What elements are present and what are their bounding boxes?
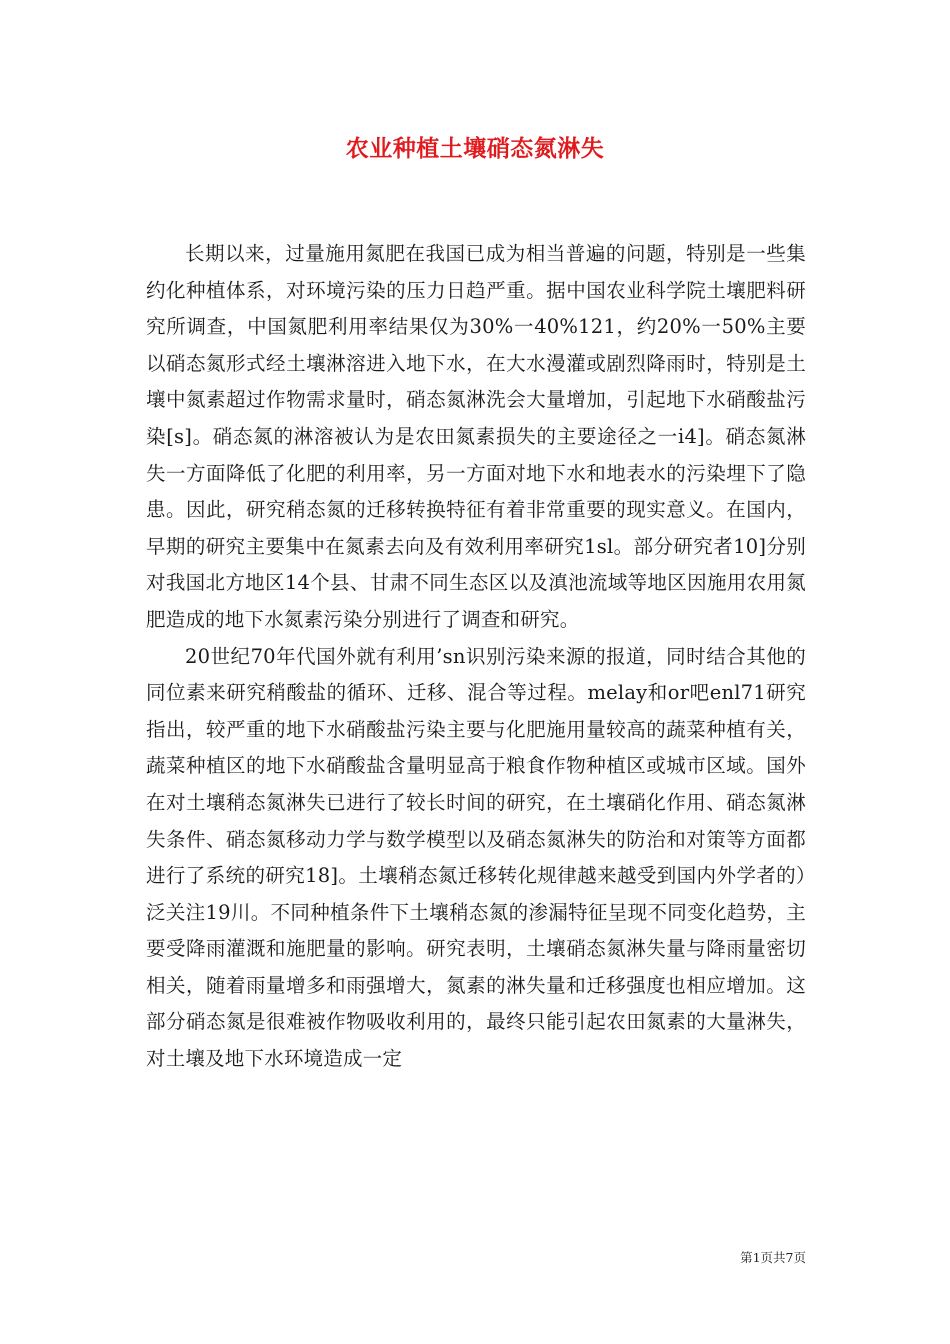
paragraph: 长期以来，过量施用氮肥在我国已成为相当普遍的问题，特别是一些集约化种植体系，对环境污染的压力日趋严重。据中国农业科学院土壤肥料研究所调查，中国氮肥利用率结果仅为30%一40%121，约20%一50%主要以硝态氮形式经土壤淋溶进入地下水，在大水漫灌或剧烈降雨时，特别是土壤中氮素超过作物需求量时，硝态氮淋洗会大量增加，引起地下水硝酸盐污染[s]。硝态氮的淋溶被认为是农田氮素损失的主要途径之一i4]。硝态氮淋失一方面降低了化肥的利用率，另一方面对地下水和地表水的污染埋下了隐患。因此，研究稍态氮的迁移转换特征有着非常重要的现实意义。在国内，早期的研究主要集中在氮素去向及有效利用率研究1sl。部分研究者10]分别对我国北方地区14个县、甘肃不同生态区以及滇池流域等地区因施用农用氮肥造成的地下水氮素污染分别进行了调查和研究。 <box>146 242 806 631</box>
paragraph: 20世纪70年代国外就有利用’sn识别污染来源的报道，同时结合其他的同位素来研究稍酸盐的循环、迁移、混合等过程。melay和or吧enl71研究指出，较严重的地下水硝酸盐污染主要与化肥施用量较高的蔬菜种植有关，蔬菜种植区的地下水硝酸盐含量明显高于粮食作物种植区或城市区域。国外在对土壤稍态氮淋失已进行了较长时间的研究，在土壤硝化作用、硝态氮淋失条件、硝态氮移动力学与数学模型以及硝态氮淋失的防治和对策等方面都进行了系统的研究18]。土壤稍态氮迁移转化规律越来越受到国内外学者的）泛关注19川。不同种植条件下土壤稍态氮的渗漏特征呈现不同变化趋势，主要受降雨灌溉和施肥量的影响。研究表明，土壤硝态氮淋失量与降雨量密切相关，随着雨量增多和雨强增大，氮素的淋失量和迁移强度也相应增加。这部分硝态氮是很难被作物吸收利用的，最终只能引起农田氮素的大量淋失，对土壤及地下水环境造成一定 <box>146 644 806 1071</box>
document-body <box>146 236 806 1078</box>
document-title: 农业种植土壤硝态氮淋失 <box>345 135 605 162</box>
page-number: 第1页共7页 <box>740 1250 806 1265</box>
